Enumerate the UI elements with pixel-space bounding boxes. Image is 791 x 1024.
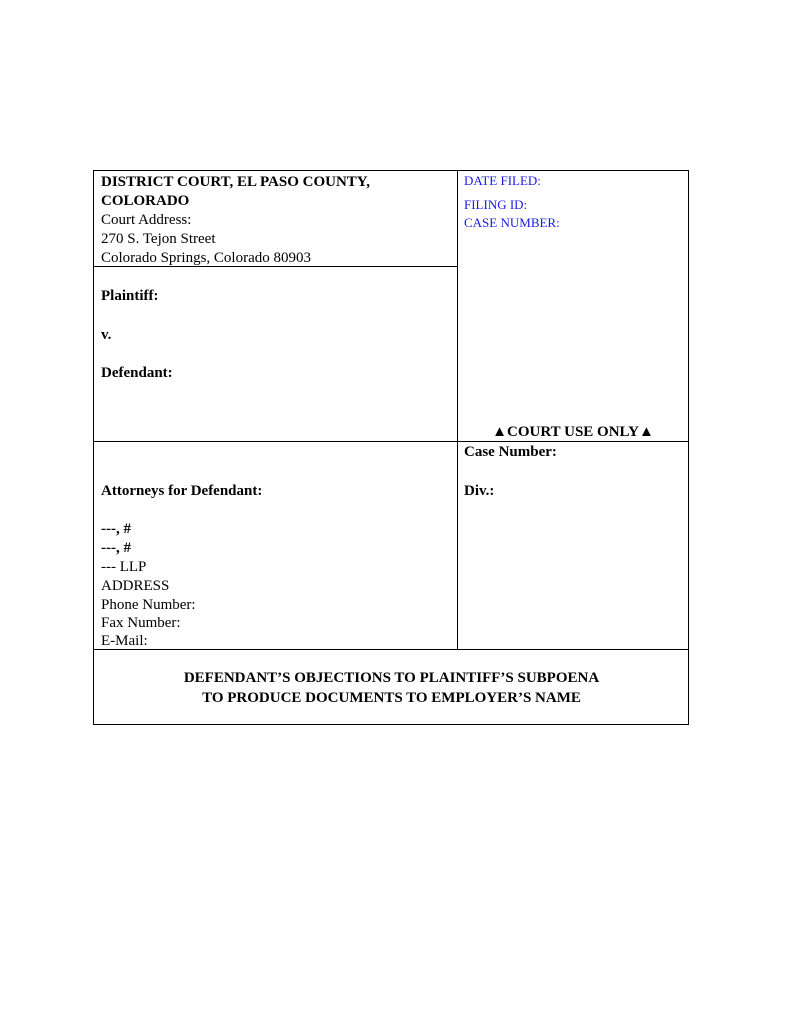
court-street: 270 S. Tejon Street [101,231,216,247]
attorney-firm: --- LLP [101,559,147,575]
document-title-line1: DEFENDANT’S OBJECTIONS TO PLAINTIFF’S SUBPOENA [183,670,600,686]
attorney-fax: Fax Number: [101,615,181,631]
title-divider [94,649,689,650]
attorney-line1: ---, # [101,521,131,537]
court-address-label: Court Address: [101,212,192,228]
versus-label: v. [101,327,112,343]
court-name-line2: COLORADO [101,193,190,209]
division-label: Div.: [464,483,495,499]
date-filed-label: DATE FILED: [464,173,541,188]
attorney-line2: ---, # [101,540,131,556]
defendant-label: Defendant: [101,365,173,381]
plaintiff-label: Plaintiff: [101,288,159,304]
document-title-line2: TO PRODUCE DOCUMENTS TO EMPLOYER’S NAME [202,690,581,706]
case-number-stamp-label: CASE NUMBER: [464,215,560,230]
court-city: Colorado Springs, Colorado 80903 [101,250,311,266]
attorney-email: E-Mail: [101,633,148,649]
court-use-only-label: ▲COURT USE ONLY▲ [492,424,654,440]
case-caption-table [93,170,689,725]
attorney-address: ADDRESS [101,578,170,594]
attorney-phone: Phone Number: [101,597,196,613]
case-number-label: Case Number: [464,444,557,460]
attorneys-heading: Attorneys for Defendant: [101,483,263,499]
filing-id-label: FILING ID: [464,197,528,212]
column-divider [457,171,458,650]
court-name-line1: DISTRICT COURT, EL PASO COUNTY, [101,174,370,190]
